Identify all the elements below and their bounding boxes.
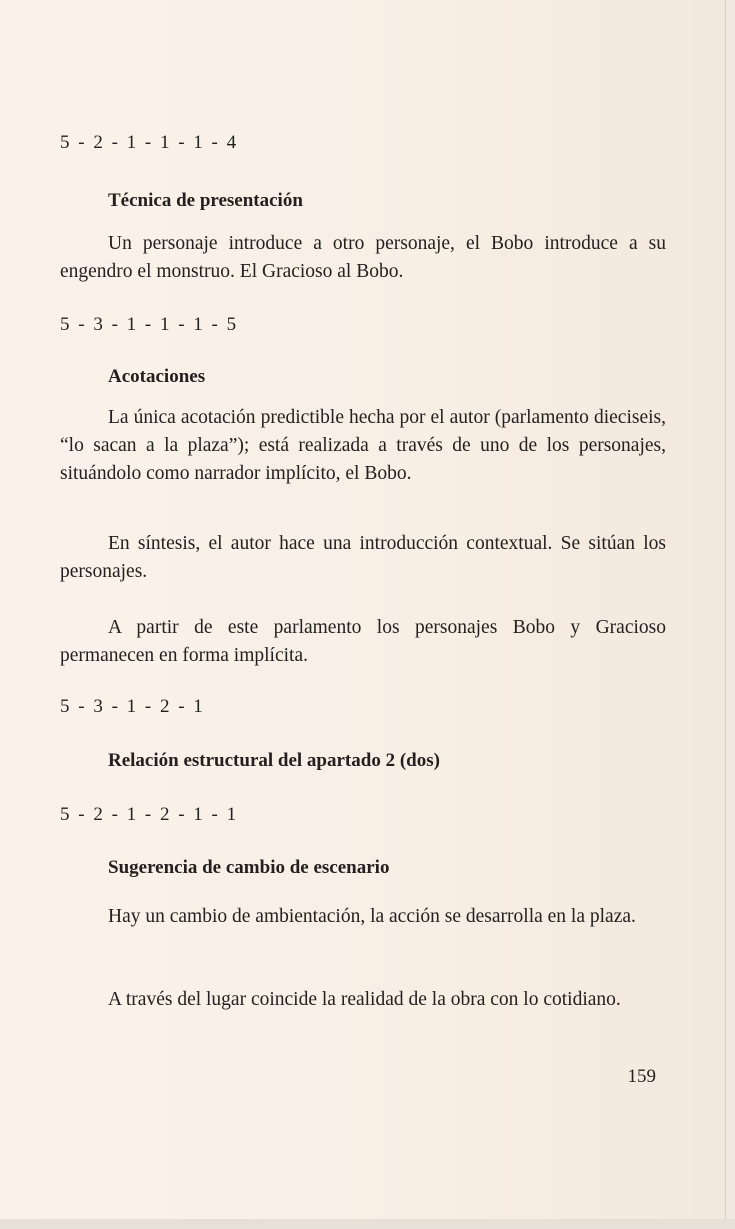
page-edge [726,0,735,1229]
page-number: 159 [627,1066,656,1087]
section-number: 5 - 2 - 1 - 2 - 1 - 1 [60,804,239,825]
paragraph: A partir de este parlamento los personajes Bobo y Gracioso permanecen en forma implícita. [60,617,666,666]
paragraph: En síntesis, el autor hace una introducción contextual. Se sitúan los personajes. [60,533,666,582]
section-heading: Relación estructural del apartado 2 (dos) [108,750,440,771]
section-number: 5 - 2 - 1 - 1 - 1 - 4 [60,132,239,153]
section-heading: Acotaciones [108,366,206,387]
paragraph: A través del lugar coincide la realidad de la obra con lo cotidiano. [108,989,621,1010]
section-heading: Sugerencia de cambio de escenario [108,857,390,878]
section-number: 5 - 3 - 1 - 1 - 1 - 5 [60,314,239,335]
section-number: 5 - 3 - 1 - 2 - 1 [60,696,205,717]
paragraph: La única acotación predictible hecha por el autor (parlamento dieciseis, “lo sacan a la plaza”); está realizada a través de uno de los personajes, situándolo como narrador implícito, el Bobo. [60,407,666,484]
paragraph: Un personaje introduce a otro personaje, el Bobo introduce a su engendro el monstruo. El Gracioso al Bobo. [60,233,666,282]
paragraph: Hay un cambio de ambientación, la acción se desarrolla en la plaza. [108,906,636,927]
section-heading: Técnica de presentación [108,190,303,211]
page-edge [0,1219,735,1229]
